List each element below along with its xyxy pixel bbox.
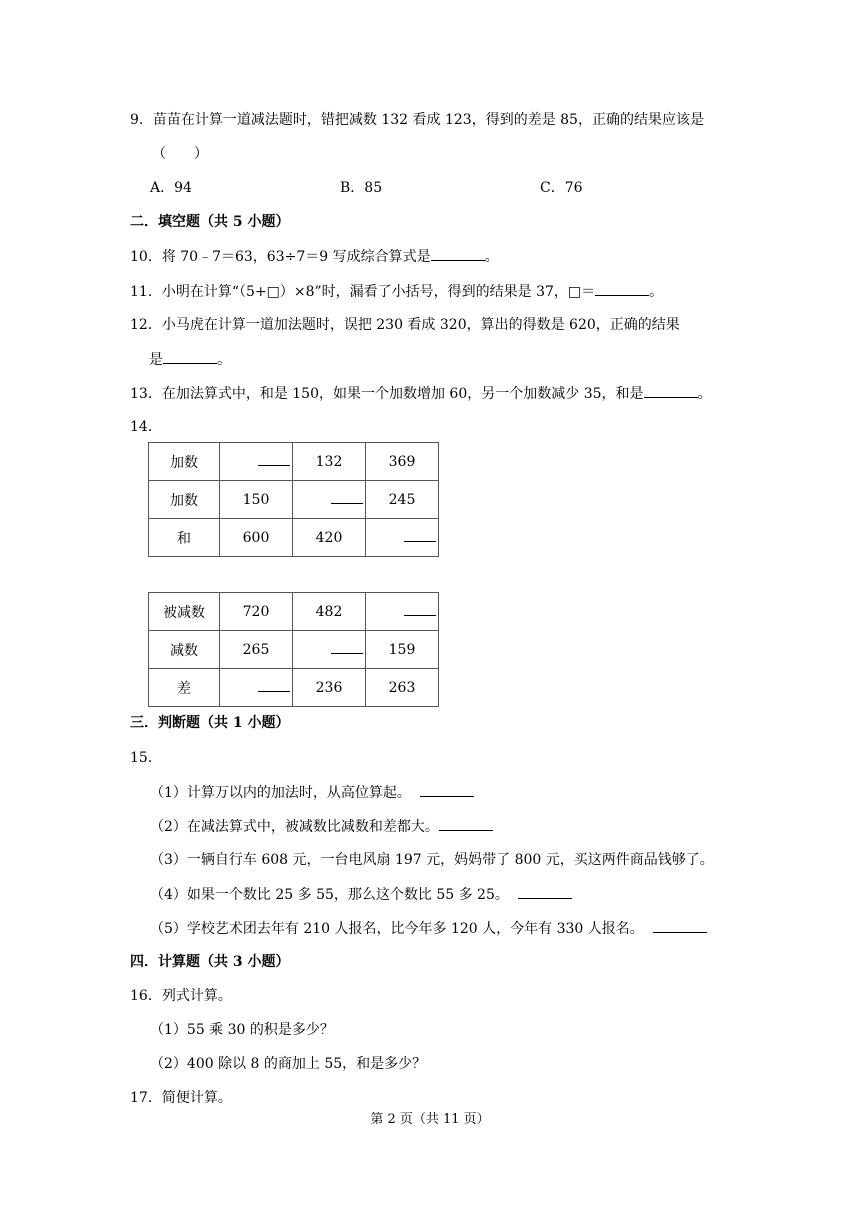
judge-item-text: （1）计算万以内的加法时，从高位算起。 <box>150 785 411 801</box>
judge-item-4 <box>150 884 572 905</box>
answer-blank[interactable] <box>644 383 698 398</box>
question-16-label: 16．列式计算。 <box>130 988 232 1004</box>
table-cell: 263 <box>366 669 439 707</box>
table-cell-blank[interactable] <box>293 481 366 519</box>
question-12-text2: 是 <box>149 352 163 368</box>
table-cell: 加数 <box>149 481 220 519</box>
table-row <box>149 519 439 557</box>
question-12: 12．小马虎在计算一道加法题时，误把 230 看成 320，算出的得数是 620，正确的结果 <box>130 317 680 333</box>
question-9-paren: （ ） <box>152 146 208 162</box>
question-17-label: 17．简便计算。 <box>130 1090 232 1106</box>
question-14-label: 14． <box>130 419 162 435</box>
table-row <box>149 631 439 669</box>
table-cell: 236 <box>293 669 366 707</box>
question-13-text: 13．在加法算式中，和是 150，如果一个加数增加 60，另一个加数减少 35，和是 <box>130 386 644 402</box>
table-cell-blank[interactable] <box>220 669 293 707</box>
judge-item-3 <box>150 850 714 870</box>
answer-blank[interactable] <box>420 782 474 797</box>
question-12-line2 <box>149 349 231 370</box>
answer-blank[interactable] <box>653 918 707 933</box>
answer-blank[interactable] <box>431 246 485 261</box>
table-cell: 265 <box>220 631 293 669</box>
option-c: C．76 <box>540 180 583 196</box>
question-11-text: 11．小明在计算“（5+□）×8”时，漏看了小括号，得到的结果是 37，□＝ <box>130 284 596 300</box>
question-10 <box>130 246 499 267</box>
table-row <box>149 593 439 631</box>
table-cell: 加数 <box>149 443 220 481</box>
judge-item-2 <box>150 816 493 837</box>
option-b: B．85 <box>340 180 383 196</box>
table-row <box>149 481 439 519</box>
answer-blank[interactable] <box>595 281 649 296</box>
judge-item-text: （5）学校艺术团去年有 210 人报名，比今年多 120 人，今年有 330 人报名。 <box>150 921 644 937</box>
question-11 <box>130 281 663 302</box>
page-footer: 第 2 页（共 11 页） <box>370 1112 490 1127</box>
question-16-item-1: （1）55 乘 30 的积是多少？ <box>150 1022 334 1038</box>
subtraction-table <box>148 592 439 707</box>
table-cell: 150 <box>220 481 293 519</box>
addition-table <box>148 442 439 557</box>
table-cell: 245 <box>366 481 439 519</box>
table-cell: 和 <box>149 519 220 557</box>
section-2-title: 二．填空题（共 5 小题） <box>130 214 290 230</box>
table-cell: 差 <box>149 669 220 707</box>
table-row <box>149 669 439 707</box>
question-12-end: 。 <box>217 352 231 368</box>
option-a: A．94 <box>150 180 192 196</box>
table-cell: 132 <box>293 443 366 481</box>
section-3-title: 三．判断题（共 1 小题） <box>130 715 290 731</box>
question-13-end: 。 <box>697 386 712 402</box>
table-cell: 482 <box>293 593 366 631</box>
table-cell-blank[interactable] <box>293 631 366 669</box>
question-10-end: 。 <box>484 249 499 265</box>
table-row <box>149 443 439 481</box>
question-9 <box>130 110 704 130</box>
table-cell: 159 <box>366 631 439 669</box>
table-cell: 600 <box>220 519 293 557</box>
answer-blank[interactable] <box>163 349 217 364</box>
table-cell: 被减数 <box>149 593 220 631</box>
answer-blank[interactable] <box>439 816 493 831</box>
table-cell-blank[interactable] <box>220 443 293 481</box>
judge-item-5 <box>150 918 707 939</box>
table-cell: 减数 <box>149 631 220 669</box>
question-16-item-2: （2）400 除以 8 的商加上 55，和是多少？ <box>150 1056 427 1072</box>
table-cell: 369 <box>366 443 439 481</box>
judge-item-text: （2）在减法算式中，被减数比减数和差都大。 <box>150 819 439 835</box>
question-9-text: 9．苗苗在计算一道减法题时，错把减数 132 看成 123，得到的差是 85，正确的结果应该是 <box>130 112 704 128</box>
judge-item-text: （3）一辆自行车 608 元，一台电风扇 197 元，妈妈带了 800 元，买这两件商品钱够了。 <box>150 852 714 868</box>
question-15-label: 15． <box>130 750 162 766</box>
answer-blank[interactable] <box>518 884 572 899</box>
question-13 <box>130 383 712 404</box>
judge-item-1 <box>150 782 474 803</box>
judge-item-text: （4）如果一个数比 25 多 55，那么这个数比 55 多 25。 <box>150 887 509 903</box>
table-cell-blank[interactable] <box>366 519 439 557</box>
table-cell: 420 <box>293 519 366 557</box>
question-11-end: 。 <box>649 284 664 300</box>
table-cell-blank[interactable] <box>366 593 439 631</box>
table-cell: 720 <box>220 593 293 631</box>
question-10-text: 10．将 70﹣7＝63，63÷7＝9 写成综合算式是 <box>130 249 431 265</box>
section-4-title: 四．计算题（共 3 小题） <box>130 954 290 970</box>
